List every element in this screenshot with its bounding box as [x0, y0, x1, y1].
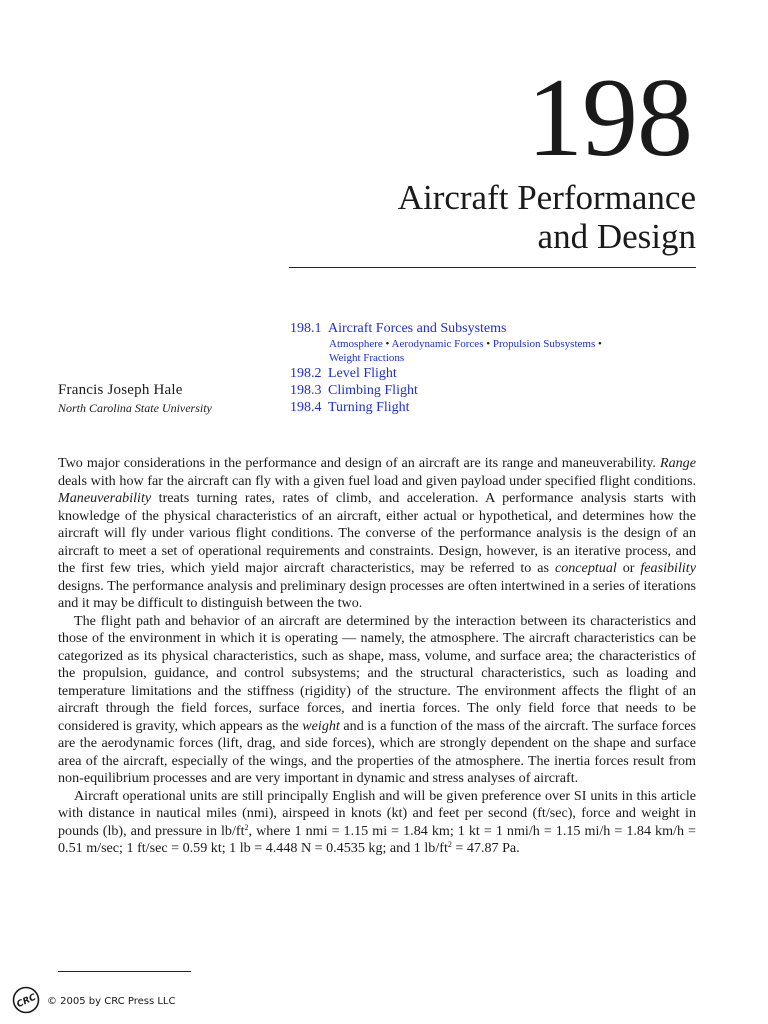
copyright-notice: © 2005 by CRC Press LLC: [47, 996, 176, 1007]
paragraph-2: [58, 613, 696, 788]
toc-subsection-link[interactable]: Weight Fractions: [329, 352, 405, 364]
author-affiliation: North Carolina State University: [58, 401, 212, 415]
bullet-separator: •: [385, 338, 390, 350]
text-run: Two major considerations in the performance and design of an aircraft are its range and maneuverability.: [58, 455, 660, 471]
toc-entry-title: Climbing Flight: [328, 383, 418, 398]
chapter-title-line-1: Aircraft Performance: [397, 178, 696, 217]
text-run: and is a function of the mass of the aircraft. The surface forces are the aerodynamic forces (lift, drag, and side forces), which are strongly dependent on the shape and surface area of the aircraft, especially of the wings, and the properties of the atmosphere. The inertia forces result from non-equilibrium processes and are very important in dynamic and stress analyses of aircraft.: [58, 717, 696, 786]
toc-subsection-link[interactable]: Aerodynamic Forces: [391, 338, 484, 350]
text-run: = 47.87 Pa.: [451, 840, 520, 856]
toc-subsection-link[interactable]: Atmosphere: [329, 338, 383, 350]
author-block: [58, 381, 212, 416]
superscript: 2: [447, 840, 452, 849]
body-text: [58, 455, 696, 858]
term-feasibility: feasibility: [640, 560, 696, 576]
term-maneuverability: Maneuverability: [58, 490, 152, 506]
toc-entry-198-2[interactable]: [290, 365, 690, 382]
toc-entry-number: 198.1: [290, 321, 322, 336]
crc-logo-text: CRC: [15, 992, 38, 1011]
chapter-title-line-2: and Design: [537, 217, 696, 256]
text-run: or: [616, 560, 641, 576]
toc-entry-198-1[interactable]: [290, 320, 690, 337]
text-run: , where 1 nmi = 1.15 mi = 1.84 km; 1 kt = 1 nmi/h = 1.15 mi/h = 1.84 km/h = 0.51 m/sec; 1 ft/sec = 0.59 kt; 1 lb = 4.448 N = 0.4535 kg; and 1 lb/ft: [58, 822, 696, 856]
crc-logo-icon: [12, 986, 40, 1014]
text-run: Aircraft operational units are still principally English and will be given preference over SI units in this article with distance in nautical miles (nmi), airspeed in knots (kt) and feet per second (ft/sec), force and weight in pounds (lb), and pressure in lb/ft: [58, 787, 696, 839]
paragraph-1: [58, 455, 696, 613]
toc-entry-number: 198.4: [290, 400, 322, 415]
text-run: The flight path and behavior of an aircraft are determined by the interaction between its characteristics and those of the environment in which it is operating — namely, the atmosphere. The aircraft characteristics can be categorized as its physical characteristics, such as shape, mass, volume, and surface area; the characteristics of the propulsion, guidance, and control subsystems; and the structural characteristics, such as loading and temperature limitations and the stiffness (rigidity) of the structure. The environment affects the flight of an aircraft through the field forces, surface forces, and inertia forces. The only field force that needs to be considered is gravity, which appears as the: [58, 612, 696, 734]
chapter-number: 198: [527, 56, 692, 180]
toc-entry-198-4[interactable]: [290, 399, 690, 416]
toc-entry-number: 198.2: [290, 366, 322, 381]
text-run: deals with how far the aircraft can fly with a given fuel load and given payload under specified flight conditions.: [58, 472, 696, 489]
author-name: Francis Joseph Hale: [58, 382, 183, 398]
bullet-separator: •: [597, 338, 602, 350]
term-range: Range: [659, 455, 696, 471]
term-weight: weight: [302, 717, 340, 734]
toc-entry-title: Level Flight: [328, 366, 397, 381]
toc-subsections: [290, 337, 690, 365]
chapter-title: [398, 178, 696, 256]
toc-entry-number: 198.3: [290, 383, 322, 398]
text-run: designs. The performance analysis and preliminary design processes are often intertwined in a series of iterations and it may be difficult to distinguish between the two.: [58, 577, 696, 611]
toc-entry-title: Aircraft Forces and Subsystems: [328, 321, 507, 336]
title-divider: [289, 267, 696, 268]
footer-divider: [58, 971, 191, 972]
toc-entry-198-3[interactable]: [290, 382, 690, 399]
text-run: treats turning rates, rates of climb, and acceleration. A performance analysis starts with knowledge of the physical characteristics of an aircraft, either actual or hypothetical, and determines how the aircraft will fly under various flight conditions. The converse of the performance analysis is the design of an aircraft to meet a set of operational requirements and constraints. Design, however, is an iterative process, and the first few tries, which yield major aircraft characteristics, may be referred to as: [58, 490, 696, 576]
table-of-contents: [290, 320, 690, 416]
toc-subsection-link[interactable]: Propulsion Subsystems: [492, 338, 596, 350]
toc-entry-title: Turning Flight: [328, 400, 410, 415]
paragraph-3: [58, 788, 696, 858]
superscript: 2: [244, 822, 249, 832]
term-conceptual: conceptual: [554, 560, 617, 576]
bullet-separator: •: [486, 338, 491, 350]
